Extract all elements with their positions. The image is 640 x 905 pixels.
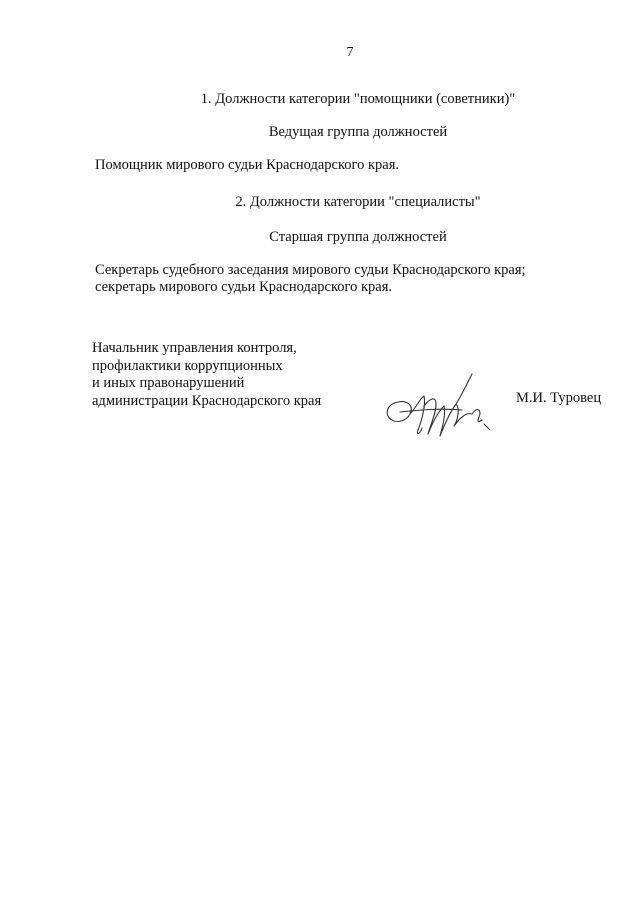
section1-position: Помощник мирового судьи Краснодарского края. bbox=[95, 157, 400, 173]
section1-heading: 1. Должности категории "помощники (советники)" bbox=[200, 91, 516, 107]
signatory-title-line: Начальник управления контроля, bbox=[92, 340, 297, 356]
signatory-title-line: и иных правонарушений bbox=[92, 375, 245, 391]
signatory-title bbox=[92, 340, 321, 410]
signatory-title-line: администрации Краснодарского края bbox=[92, 392, 322, 409]
handwritten-signature-icon bbox=[380, 368, 510, 448]
section2-group-title: Старшая группа должностей bbox=[269, 229, 447, 245]
section2-position-1: Секретарь судебного заседания мирового судьи Краснодарского края; bbox=[95, 262, 526, 278]
signatory-name: М.И. Туровец bbox=[516, 390, 602, 406]
section1-group-title: Ведущая группа должностей bbox=[268, 124, 448, 140]
section2-position-2: секретарь мирового судьи Краснодарского края. bbox=[95, 279, 392, 295]
page-number: 7 bbox=[346, 45, 354, 60]
signatory-title-line: профилактики коррупционных bbox=[92, 357, 283, 374]
section2-heading: 2. Должности категории "специалисты" bbox=[235, 194, 481, 210]
